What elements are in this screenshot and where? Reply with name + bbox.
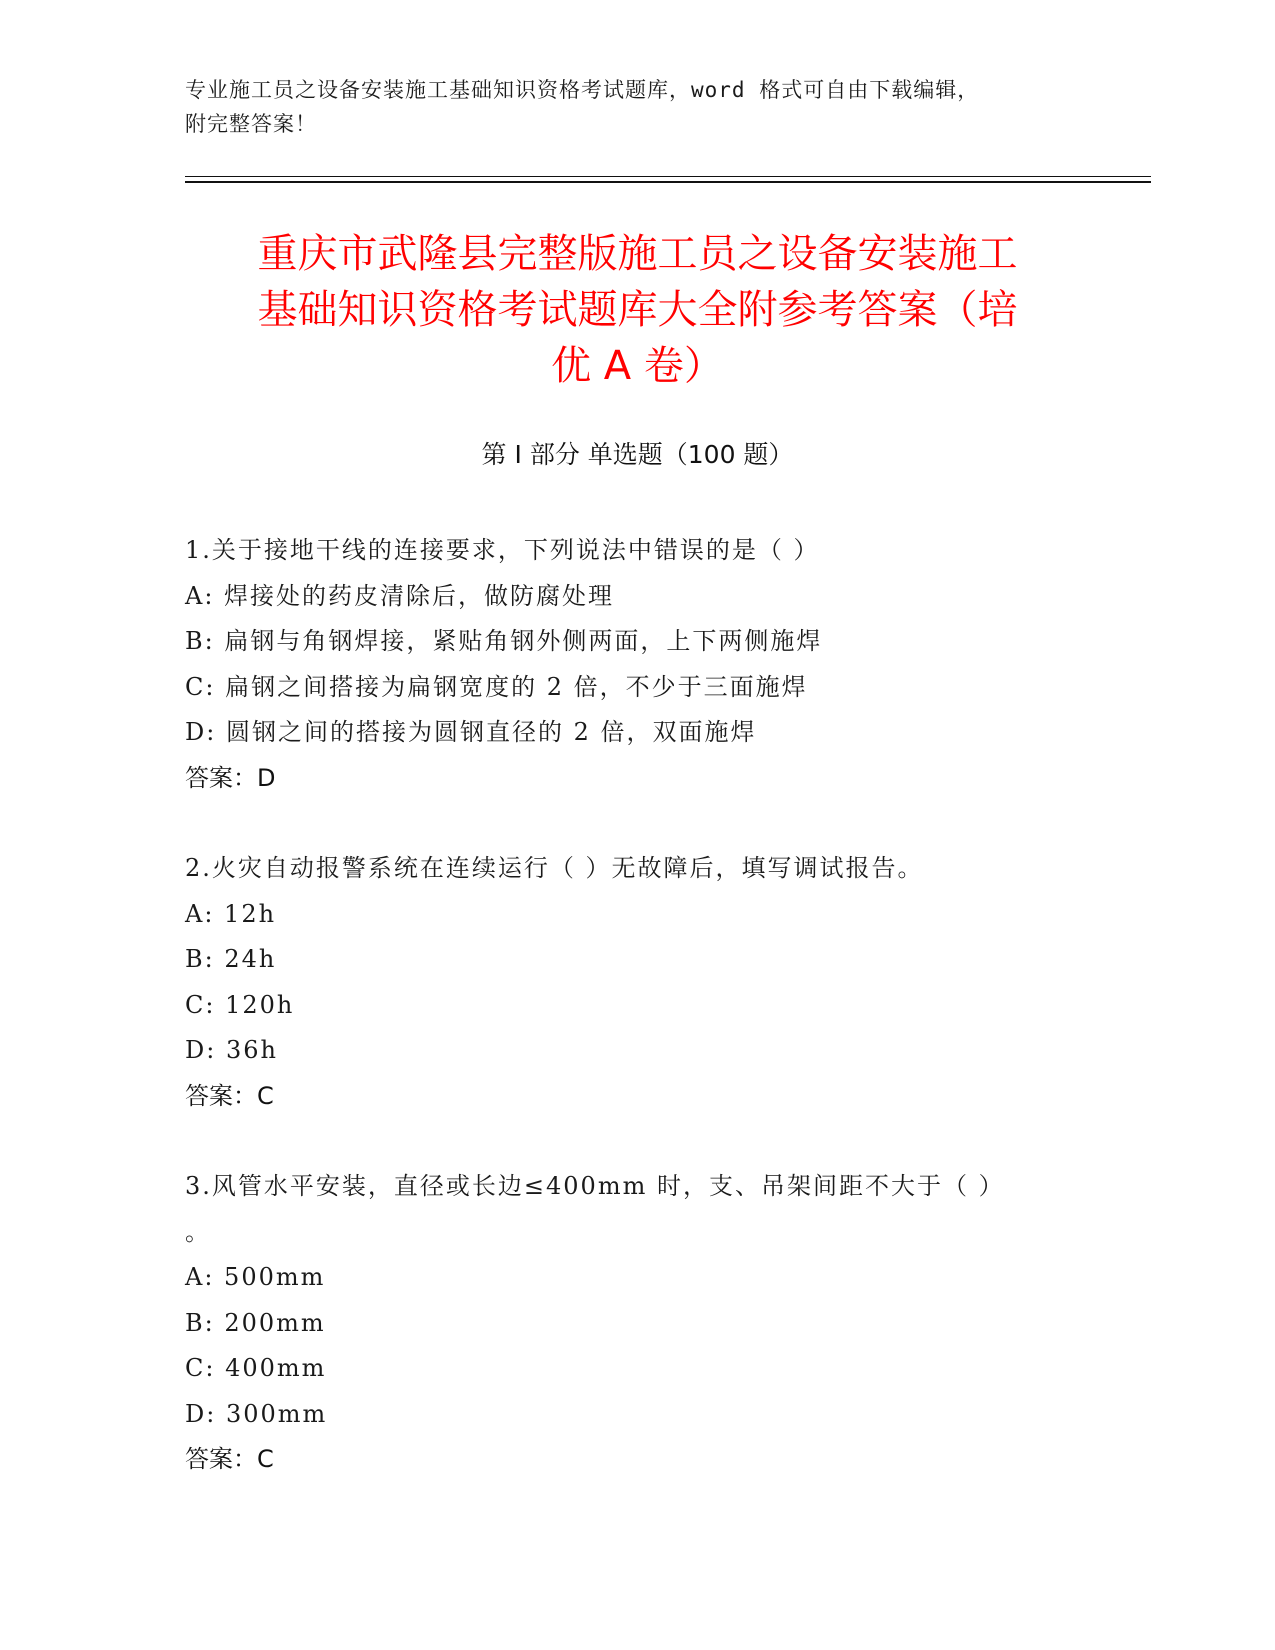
answer: 答案：C bbox=[185, 1445, 274, 1473]
document-title-line-1: 重庆市武隆县完整版施工员之设备安装施工 bbox=[257, 231, 1018, 277]
question-spacer bbox=[185, 801, 1085, 846]
option-d: D: 300mm bbox=[185, 1399, 328, 1428]
option-b: B: 200mm bbox=[185, 1308, 326, 1337]
document-title-line-3: 优 A 卷） bbox=[551, 343, 724, 389]
section-title: 第 I 部分 单选题（100 题） bbox=[481, 440, 794, 469]
question-spacer bbox=[185, 1119, 1085, 1164]
option-c: C: 400mm bbox=[185, 1354, 327, 1382]
question-2 bbox=[185, 846, 1085, 1119]
answer: 答案：C bbox=[185, 1081, 274, 1110]
question-1 bbox=[185, 528, 1085, 801]
option-c: C: 120h bbox=[185, 990, 295, 1019]
question-stem-continuation: 。 bbox=[185, 1217, 211, 1246]
option-a: A: 焊接处的药皮清除后，做防腐处理 bbox=[185, 581, 615, 610]
question-stem: 1.关于接地干线的连接要求，下列说法中错误的是（ ） bbox=[185, 536, 820, 564]
option-b: B: 扁钢与角钢焊接，紧贴角钢外侧两面，上下两侧施焊 bbox=[185, 627, 823, 655]
option-b: B: 24h bbox=[185, 945, 277, 973]
header-note bbox=[185, 73, 1065, 141]
option-a: A: 12h bbox=[185, 899, 277, 928]
header-divider-thick bbox=[185, 181, 1151, 183]
header-note-line-2: 附完整答案！ bbox=[185, 112, 317, 136]
option-c: C: 扁钢之间搭接为扁钢宽度的 2 倍，不少于三面施焊 bbox=[185, 672, 808, 701]
document-title-line-2: 基础知识资格考试题库大全附参考答案（培 bbox=[257, 287, 1018, 333]
header-divider-thin bbox=[185, 176, 1151, 177]
header-note-line-1: 专业施工员之设备安装施工基础知识资格考试题库，word 格式可自由下载编辑， bbox=[185, 78, 980, 102]
question-stem: 3.风管水平安装，直径或长边≤400mm 时，支、吊架间距不大于（ ） bbox=[185, 1172, 1005, 1200]
answer: 答案：D bbox=[185, 763, 276, 792]
document-title bbox=[150, 226, 1125, 394]
question-stem: 2.火灾自动报警系统在连续运行（ ）无故障后，填写调试报告。 bbox=[185, 854, 924, 882]
question-3 bbox=[185, 1164, 1085, 1483]
question-list bbox=[185, 528, 1085, 1483]
option-d: D: 36h bbox=[185, 1036, 278, 1064]
option-d: D: 圆钢之间的搭接为圆钢直径的 2 倍，双面施焊 bbox=[185, 718, 757, 746]
option-a: A: 500mm bbox=[185, 1263, 326, 1291]
